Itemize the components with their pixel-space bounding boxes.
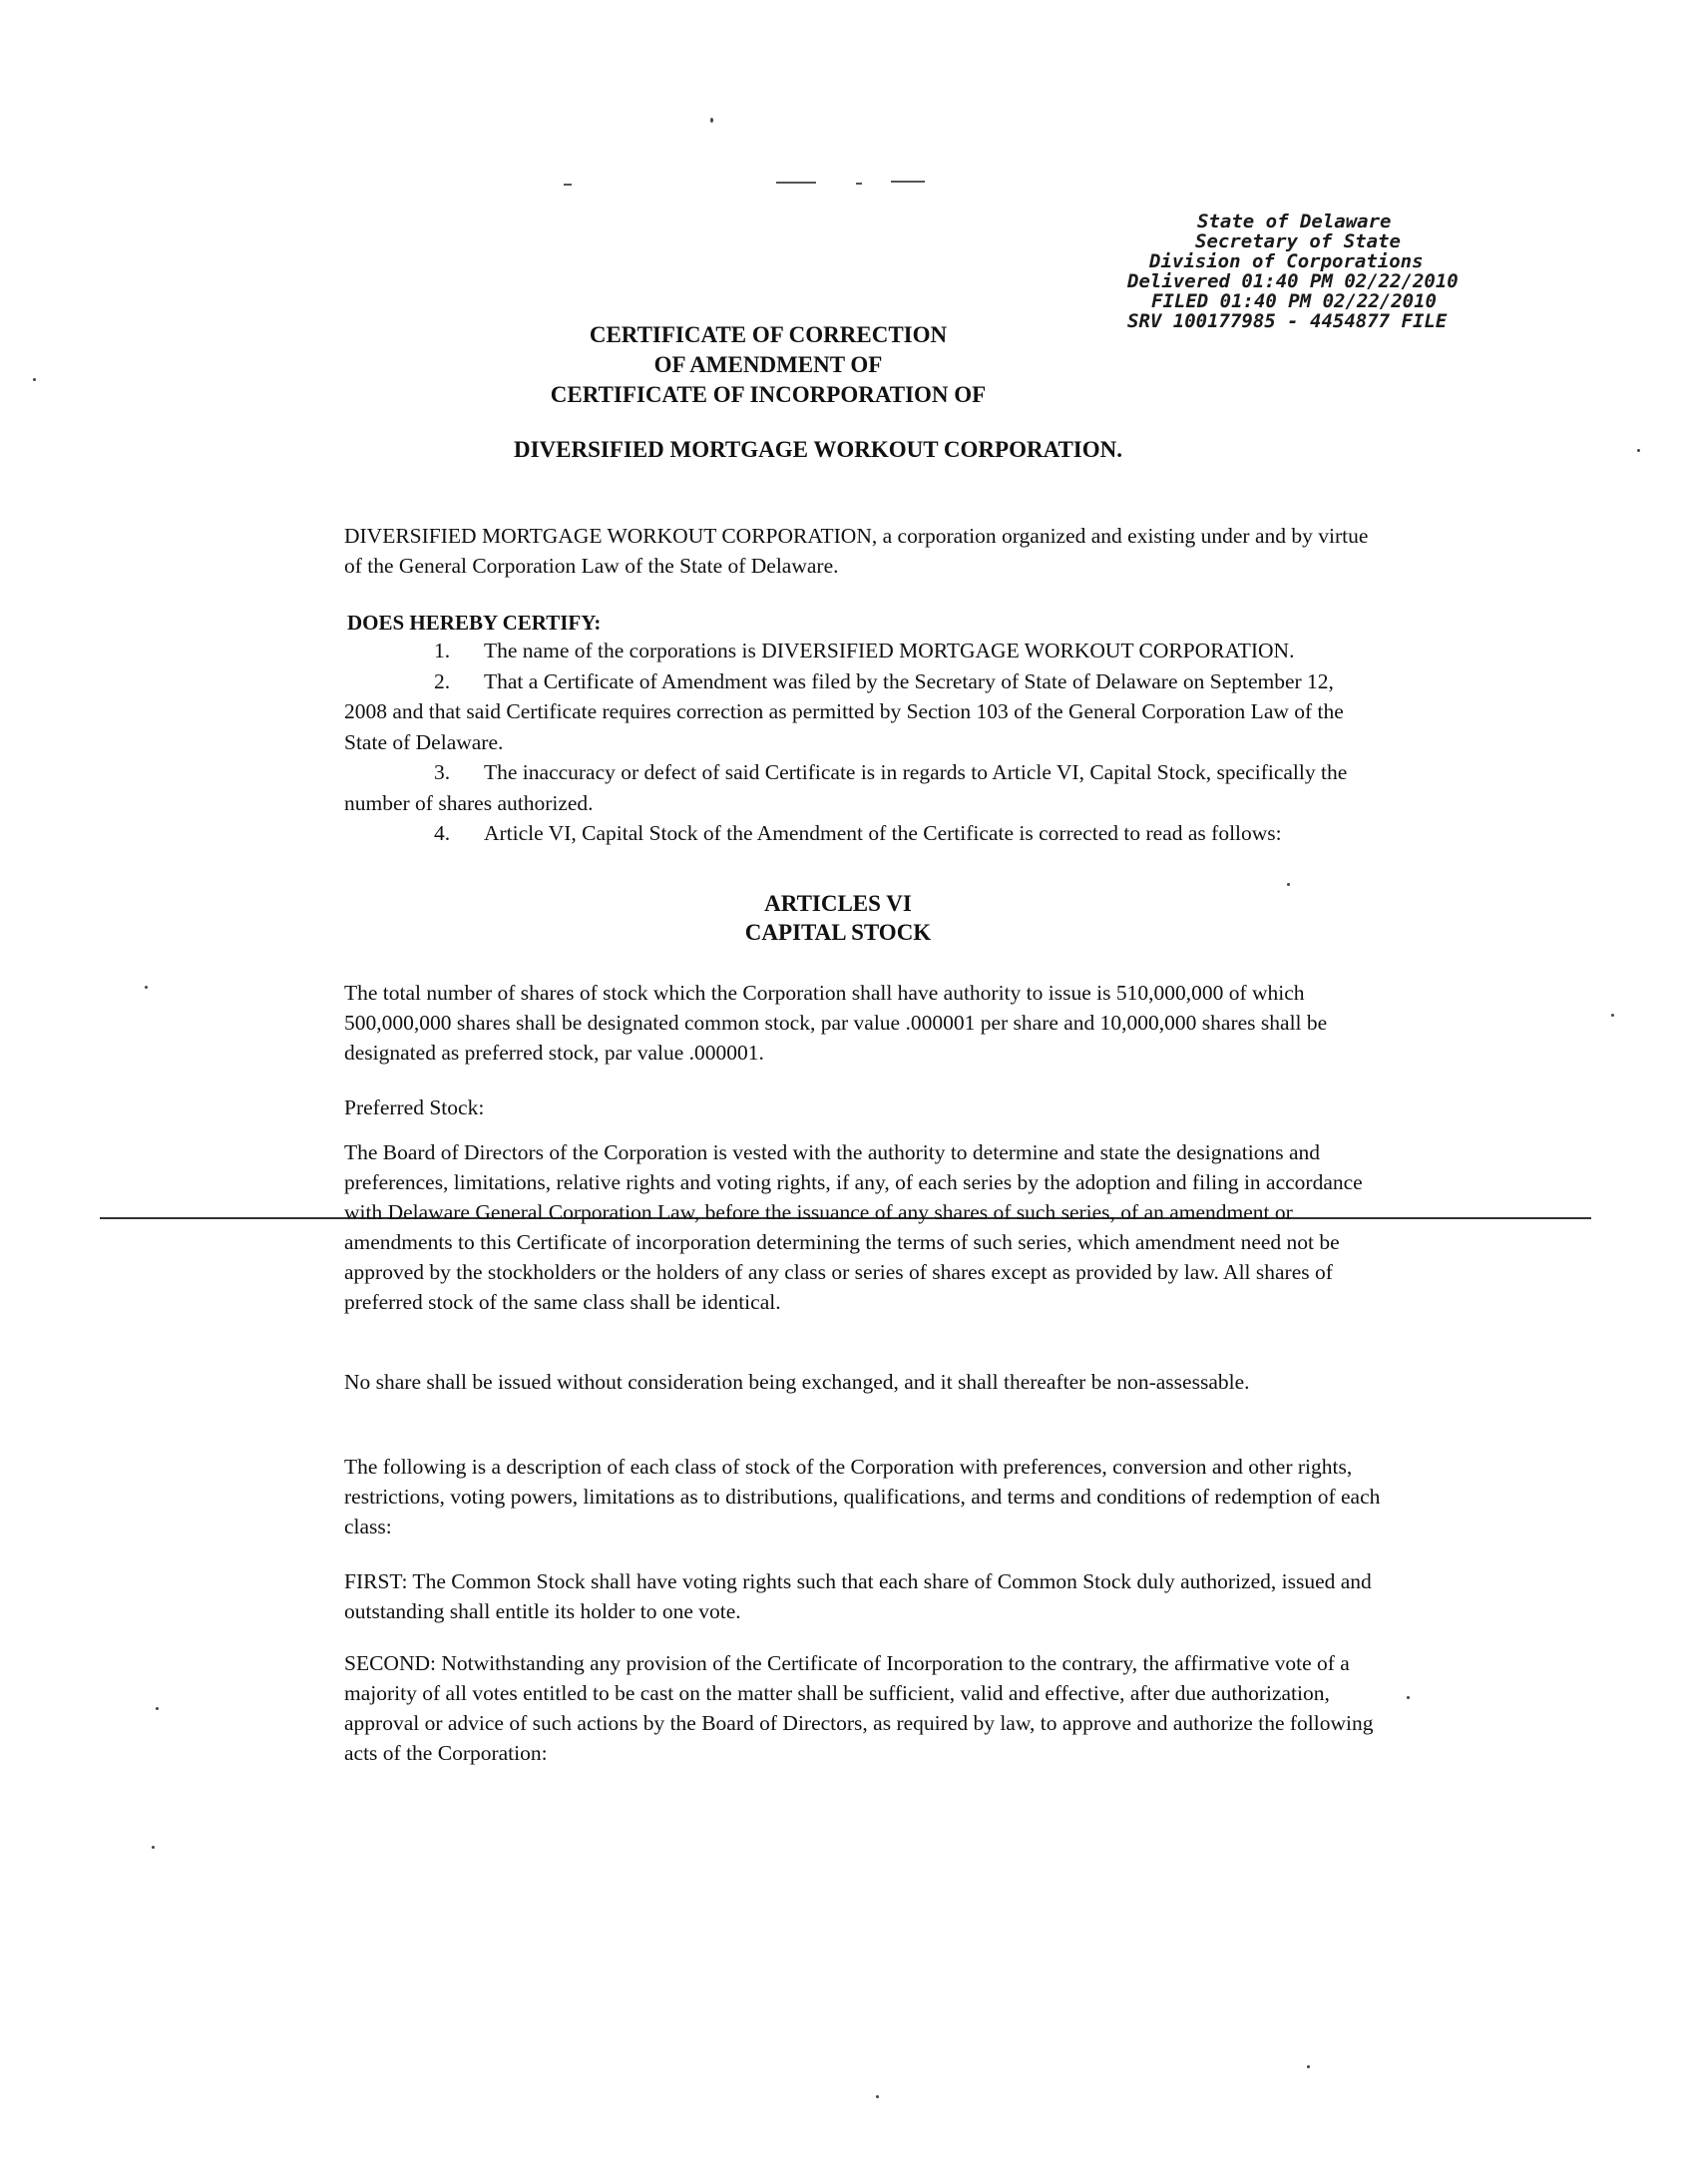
scan-mark xyxy=(564,184,572,186)
stamp-filed: FILED 01:40 PM 02/22/2010 xyxy=(1151,290,1437,312)
scan-speck xyxy=(876,2095,879,2098)
scan-speck xyxy=(1637,449,1640,452)
filing-stamp xyxy=(1127,212,1496,331)
scan-speck xyxy=(152,1846,155,1849)
stamp-srv: SRV 100177985 - 4454877 FILE xyxy=(1127,310,1448,332)
item-text: The inaccuracy or defect of said Certificate is in regards to Article VI, Capital Stock, specifically the number of shares authorized. xyxy=(344,760,1348,815)
stamp-delivered: Delivered 01:40 PM 02/22/2010 xyxy=(1127,270,1459,292)
scan-speck xyxy=(710,118,713,123)
item-number: 1. xyxy=(434,639,451,662)
scan-speck xyxy=(145,986,148,989)
scan-speck xyxy=(1287,883,1290,886)
board-paragraph: The Board of Directors of the Corporation is vested with the authority to determine and state the designations and preferences, limitations, relative rights and voting rights, if any, of each series by the adoption and filing in accordance with Delaware General Corporation Law, before the issuance of any shares of such series, of an amendment or amendments to this Certificate of incorporation determining the terms of such series, which amendment need not be approved by the stockholders or the holders of any class or series of shares except as provided by law. All shares of preferred stock of the same class shall be identical. xyxy=(344,1140,1363,1314)
intro-paragraph: DIVERSIFIED MORTGAGE WORKOUT CORPORATION, a corporation organized and existing under and by virtue of the General Corporation Law of the State of Delaware. xyxy=(344,524,1369,578)
document-title-line-1: CERTIFICATE OF CORRECTION xyxy=(589,322,948,347)
scan-speck xyxy=(1307,2065,1310,2068)
stamp-state: State of Delaware xyxy=(1197,211,1392,232)
item-number: 2. xyxy=(434,668,451,693)
stamp-secretary: Secretary of State xyxy=(1195,230,1401,252)
stamp-division: Division of Corporations xyxy=(1149,250,1424,272)
certify-heading: DOES HEREBY CERTIFY: xyxy=(347,611,602,635)
list-item xyxy=(344,666,1382,758)
scan-mark xyxy=(776,182,816,184)
list-item xyxy=(344,757,1382,818)
list-item xyxy=(344,636,1382,666)
shares-paragraph: The total number of shares of stock which the Corporation shall have authority to issue is 510,000,000 of which 500,000,000 shares shall be designated common stock, par value .000001 per share and 10,000,000 shares shall be designated as preferred stock, par value .000001. xyxy=(344,981,1328,1065)
scan-speck xyxy=(33,378,36,381)
scan-mark xyxy=(856,183,862,185)
item-number: 3. xyxy=(434,760,451,784)
preferred-stock-label: Preferred Stock: xyxy=(344,1095,485,1119)
item-text: Article VI, Capital Stock of the Amendment of the Certificate is corrected to read as follows: xyxy=(484,821,1282,845)
document-title-line-3: CERTIFICATE OF INCORPORATION OF xyxy=(550,382,987,407)
document-title-line-2: OF AMENDMENT OF xyxy=(653,352,883,377)
article-heading: ARTICLES VI xyxy=(764,891,912,916)
scan-speck xyxy=(1611,1014,1614,1017)
corporation-name: DIVERSIFIED MORTGAGE WORKOUT CORPORATION. xyxy=(513,437,1123,462)
list-item xyxy=(344,818,1382,849)
scan-speck xyxy=(156,1707,159,1710)
certify-items xyxy=(344,636,1382,849)
no-share-paragraph: No share shall be issued without consideration being exchanged, and it shall thereafter be non-assessable. xyxy=(344,1370,1250,1394)
scan-speck xyxy=(1407,1696,1410,1699)
item-number: 4. xyxy=(434,821,451,845)
class-description-paragraph: The following is a description of each class of stock of the Corporation with preferences, conversion and other rights, restrictions, voting powers, limitations as to distributions, qualifications, and terms and conditions of redemption of each class: xyxy=(344,1455,1381,1538)
item-text: The name of the corporations is DIVERSIFIED MORTGAGE WORKOUT CORPORATION. xyxy=(484,639,1295,662)
article-subheading: CAPITAL STOCK xyxy=(744,920,932,945)
scan-mark xyxy=(891,181,925,183)
first-paragraph: FIRST: The Common Stock shall have voting rights such that each share of Common Stock duly authorized, issued and outstanding shall entitle its holder to one vote. xyxy=(344,1569,1372,1623)
second-paragraph: SECOND: Notwithstanding any provision of the Certificate of Incorporation to the contrary, the affirmative vote of a majority of all votes entitled to be cast on the matter shall be sufficient, valid and effective, after due authorization, approval or advice of such actions by the Board of Directors, as required by law, to approve and authorize the following acts of the Corporation: xyxy=(344,1651,1374,1765)
item-text: That a Certificate of Amendment was filed by the Secretary of State of Delaware on September 12, 2008 and that said Certificate requires correction as permitted by Section 103 of the General Corporation Law of the State of Delaware. xyxy=(344,668,1344,754)
